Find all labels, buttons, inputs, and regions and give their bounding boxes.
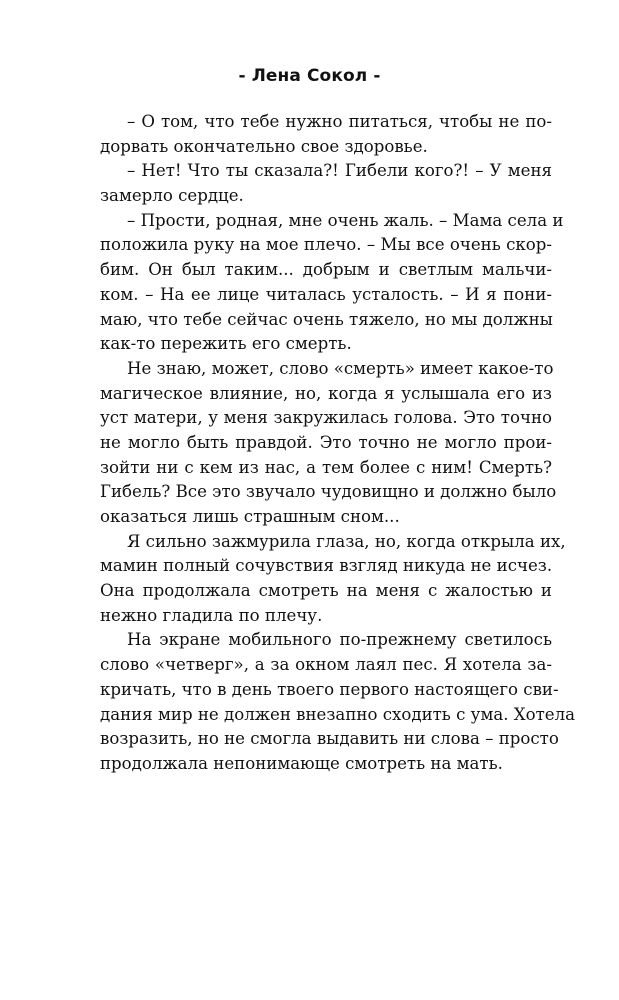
text-line: не могло быть правдой. Это точно не могло прои- bbox=[100, 432, 552, 452]
text-line: Гибель? Все это звучало чудовищно и должно было bbox=[100, 482, 557, 502]
text-line: зойти ни с кем из нас, а тем более с ним! Смерть? bbox=[100, 457, 552, 477]
text-line: маю, что тебе сейчас очень тяжело, но мы должны bbox=[100, 309, 553, 329]
text-line: мамин полный сочувствия взгляд никуда не исчез. bbox=[100, 556, 553, 576]
text-line: – Прости, родная, мне очень жаль. – Мама села и bbox=[127, 210, 564, 230]
text-line: Я сильно зажмурила глаза, но, когда открыла их, bbox=[127, 531, 566, 551]
running-header-author: - Лена Сокол - bbox=[238, 66, 381, 86]
text-line: дорвать окончательно свое здоровье. bbox=[100, 136, 428, 156]
text-line: Она продолжала смотреть на меня с жалостью и bbox=[100, 581, 552, 601]
text-line: оказаться лишь страшным сном... bbox=[100, 507, 400, 526]
text-line: кричать, что в день твоего первого настоящего сви- bbox=[100, 679, 559, 699]
text-line: Не знаю, может, слово «смерть» имеет какое-то bbox=[127, 358, 554, 378]
text-line: – Нет! Что ты сказала?! Гибели кого?! – У меня bbox=[127, 161, 552, 181]
text-line: бим. Он был таким... добрым и светлым мальчи- bbox=[100, 260, 552, 280]
text-line: как-то пережить его смерть. bbox=[100, 334, 352, 354]
text-line: возразить, но не смогла выдавить ни слова – просто bbox=[100, 729, 559, 749]
text-line: положила руку на мое плечо. – Мы все очень скор- bbox=[100, 235, 552, 255]
body-text bbox=[100, 110, 576, 777]
text-line: замерло сердце. bbox=[100, 186, 244, 206]
text-line: На экране мобильного по-прежнему светилось bbox=[127, 630, 552, 650]
text-line: нежно гладила по плечу. bbox=[100, 605, 323, 625]
text-line: уст матери, у меня закружилась голова. Это точно bbox=[100, 408, 552, 428]
text-line: магическое влияние, но, когда я услышала его из bbox=[100, 383, 552, 403]
text-line: продолжала непонимающе смотреть на мать. bbox=[100, 753, 503, 773]
text-line: – О том, что тебе нужно питаться, чтобы не по- bbox=[127, 112, 552, 131]
text-line: слово «четверг», а за окном лаял пес. Я хотела за- bbox=[100, 655, 552, 675]
text-line: ком. – На ее лице читалась усталость. – И я пони- bbox=[100, 284, 552, 304]
text-line: дания мир не должен внезапно сходить с ума. Хотела bbox=[100, 704, 576, 724]
